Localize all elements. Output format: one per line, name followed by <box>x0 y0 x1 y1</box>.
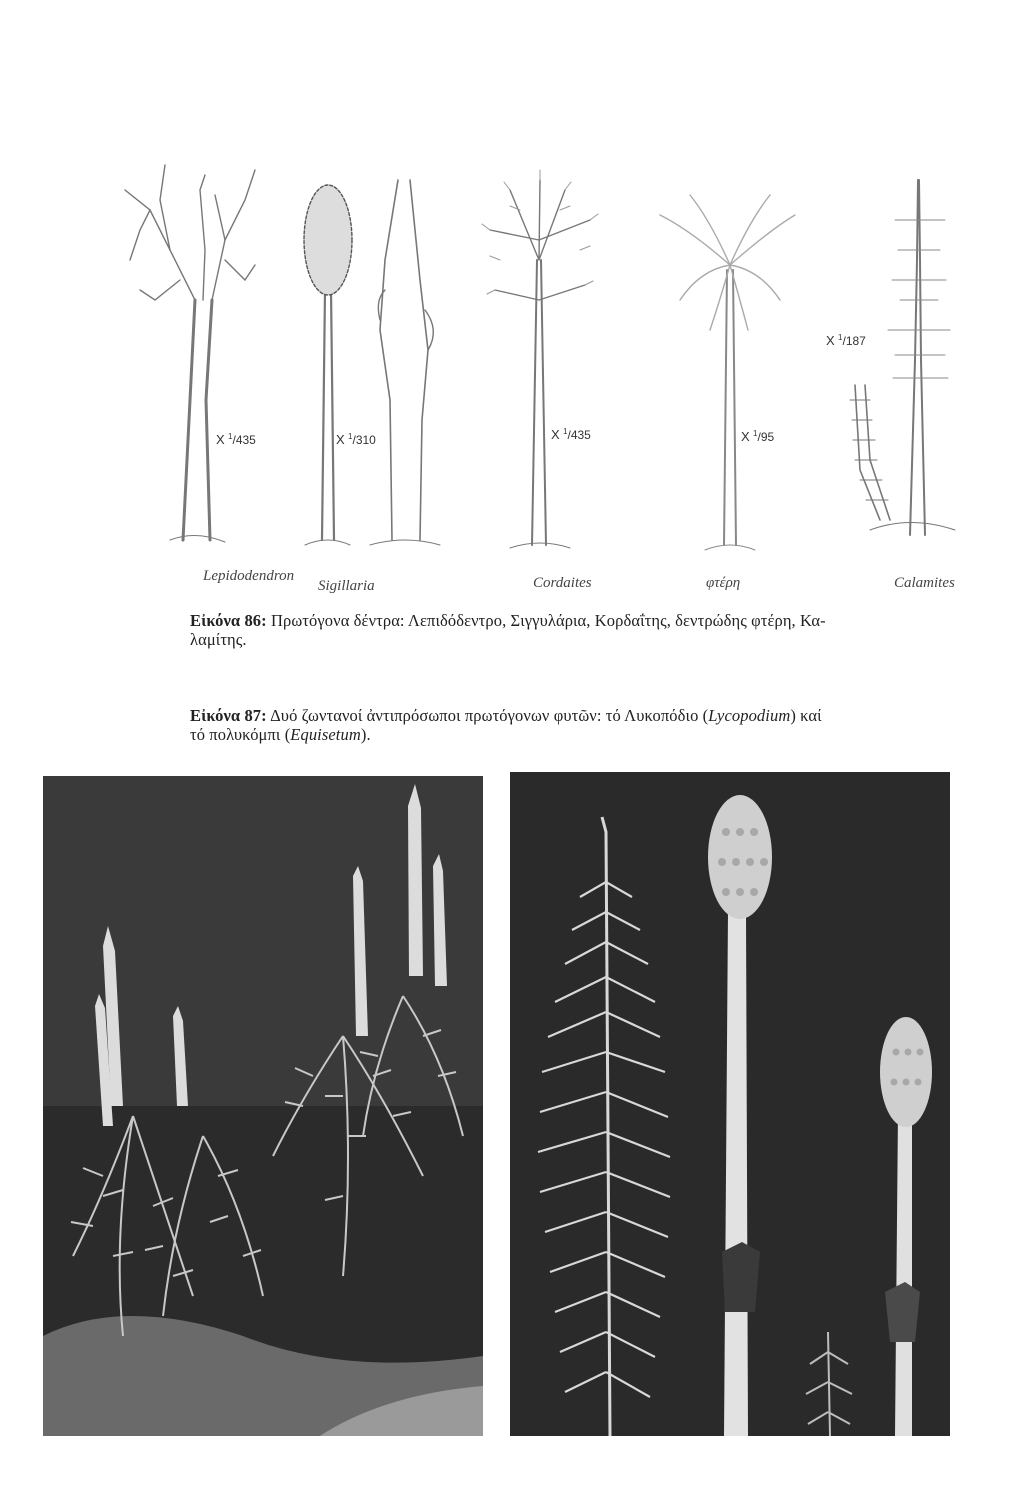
figure-86-caption <box>190 611 960 649</box>
lepidodendron-drawing <box>125 165 255 542</box>
figure-86-caption-line2: λαμίτης. <box>190 630 247 649</box>
scale-cordaites: X $^1$/435 <box>551 427 591 442</box>
figure-86-caption-line1: Πρωτόγονα δέντρα: Λεπιδόδεντρο, Σιγγυλάρια, Κορδαΐτης, δεντρώδης φτέρη, Κα- <box>271 611 826 630</box>
figure-87-caption: Εἰκόνα 87: Δυό ζωντανοί ἀντιπρόσωποι πρωτόγονων φυτῶν: τό Λυκοπόδιο (Lycopodium) καί τό πολυκόμπι (Equisetum). <box>190 706 822 744</box>
tree-fern-drawing <box>660 195 795 550</box>
scale-calamites: X $^1$/187 <box>826 333 866 348</box>
figure-86-caption-label: Εἰκόνα 86: <box>190 611 267 630</box>
figure-86-illustration <box>0 0 1035 600</box>
trunk-drawing <box>370 180 440 545</box>
label-fern: φτέρη <box>706 575 741 591</box>
calamites-drawing <box>850 180 955 535</box>
label-lepidodendron: Lepidodendron <box>203 568 295 584</box>
equisetum-photo <box>510 772 950 1436</box>
lycopodium-photo <box>43 776 483 1436</box>
sigillaria-drawing <box>304 185 352 545</box>
scale-fern: X $^1$/95 <box>741 429 775 444</box>
figure-87-caption-label: Εἰκόνα 87: <box>190 706 267 725</box>
label-sigillaria: Sigillaria <box>318 578 375 594</box>
cordaites-drawing <box>482 170 598 548</box>
scale-sigillaria: X $^1$/310 <box>336 432 376 447</box>
label-cordaites: Cordaites <box>533 575 592 591</box>
scale-lepidodendron: X $^1$/435 <box>216 432 256 447</box>
label-calamites: Calamites <box>894 575 955 591</box>
